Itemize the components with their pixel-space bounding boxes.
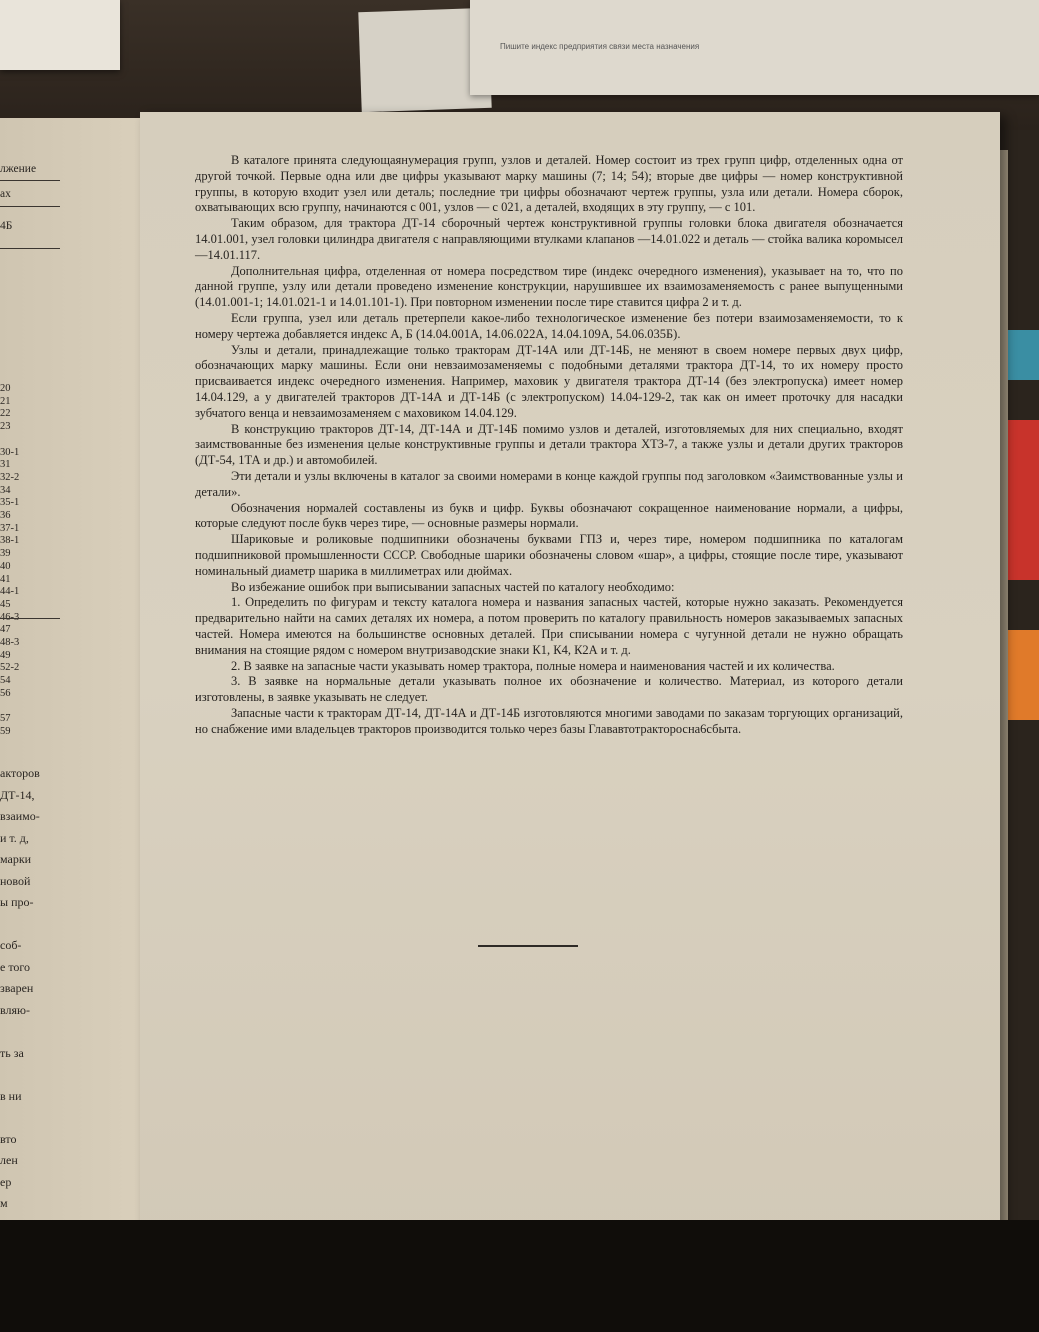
left-number: 54 [0,675,11,687]
left-number: 35-1 [0,497,20,509]
left-fragment [0,1107,40,1129]
paragraph: Дополнительная цифра, отделенная от номера посредством тире (индекс очередного изменения), указывает на то, что по данной группе, узлу или детали проведено изменение конструкции, нарушившее их взаимозаменяемость с ранее выпущенными (14.01.001-1; 14.01.021-1 и 14.01.101-1). При повторном изменении после тире ставится цифра 2 и т. д. [195,263,903,310]
left-number: 32-2 [0,471,20,483]
left-number: 47 [0,624,11,636]
left-table-rule [0,248,60,249]
envelope-label: Пишите индекс предприятия связи места назначения [500,42,700,51]
left-fragment: и т. д, [0,830,29,845]
paragraph: В конструкцию тракторов ДТ-14, ДТ-14А и ДТ-14Б помимо узлов и деталей, изготовляемых для них специально, входят заимствованные без изменения целые конструктивные группы и детали трактора ХТЗ-7, а также узлы и детали других тракторов (ДТ-54, 1ТА и др.) и автомобилей. [195,421,903,468]
paragraph: Шариковые и роликовые подшипники обозначены буквами ГПЗ и, через тире, номером подшипника по каталогам подшипниковой промышленности СССР. Свободные шарики обозначены словом «шар», а цифры, стоящие после тире, указывают номинальный диаметр шарика в миллиметрах или дюймах. [195,532,903,578]
left-number: 39 [0,548,11,560]
left-text-fragments [0,763,40,1215]
left-number: 44-1 [0,586,20,598]
left-number: 57 [0,713,11,725]
left-fragment: е того [0,959,31,974]
left-fragment [0,1021,40,1043]
left-number-column [0,383,19,739]
left-fragment: зварен [0,981,34,995]
paragraph: Во избежание ошибок при выписывании запасных частей по каталогу необходимо: [231,579,675,594]
left-fragment: м [0,1196,8,1210]
left-number: 49 [0,649,11,661]
left-fragment: в ни [0,1088,22,1103]
left-number: 59 [0,725,11,737]
left-fragment: новой [0,873,31,888]
bottom-shadow [0,1220,1039,1332]
left-fragment: вляю- [0,1002,30,1017]
paragraph: Обозначения нормалей составлены из букв и цифр. Буквы обозначают сокращенное наименование нормали, а цифры, которые следуют после букв через тире, — основные размеры нормали. [195,500,903,531]
left-fragment: вто [0,1131,17,1146]
left-number: 37-1 [0,522,20,534]
list-item: 2. В заявке на запасные части указывать номер трактора, полные номера и наименования частей и их количества. [231,658,835,673]
left-number: 20 [0,383,11,394]
left-number: 41 [0,573,11,585]
catalog-text [195,153,903,737]
left-fragment: взаимо- [0,809,40,823]
paper-stack [0,0,120,70]
left-fragment [0,1064,40,1086]
list-item: 3. В заявке на нормальные детали указывать полное их обозначение и количество. Материал, из которого детали изготовлены, в заявке указывать не следует. [195,674,903,705]
left-number: 36 [0,510,11,522]
left-number: 56 [0,687,11,699]
left-table-rule [0,180,60,181]
paragraph: Если группа, узел или деталь претерпели какое-либо технологическое изменение без потери взаимозаменяемости, то к номеру чертежа добавляется индекс А, Б (14.04.001А, 14.06.022А, 14.04.109А, 54.06.035Б). [195,310,903,341]
paragraph: Эти детали и узлы включены в каталог за своими номерами в конце каждой группы под заголовком «Заимствованные узлы и детали». [195,468,903,499]
left-fragment: ДТ-14, [0,787,35,802]
list-item: 1. Определить по фигурам и тексту каталога номера и названия запасных частей, которые нужно заказать. Рекомендуется предварительно найти на самих деталях их номера, а потом проверить по каталогу правильность номеров заказываемых запасных частей. Номера имеются на большинстве основных деталей. При списывании номера с чугунной детали не нужно обращать внимания на стоящие рядом с номером внутризаводские знаки К1, К4, К2А и т. д. [195,595,903,657]
left-fragment: ер [0,1174,12,1189]
left-number: 38-1 [0,535,20,547]
paragraph: Таким образом, для трактора ДТ-14 сборочный чертеж конструктивной группы головки блока двигателя обозначается 14.01.001, узел головки цилиндра двигателя с направляющими втулками клапанов —14.01.022 и деталь — стойка валика коромысел —14.01.117. [195,216,903,262]
left-number: 34 [0,484,11,496]
end-rule [478,945,578,947]
paragraph: Узлы и детали, принадлежащие только тракторам ДТ-14А или ДТ-14Б, не меняют в своем номере первых двух цифр, обозначающих марку машины. Если они невзаимозаменяемы с подобными деталями трактора ДТ-14, то их номеру просто присваивается индекс очередного изменения. Например, маховик у двигателя трактора ДТ-14 (без электропуска) имеет номер 14.04.129, а у двигателей тракторов ДТ-14А и ДТ-14Б (с электропуском) 14.04-129-2, так как он имеет проточку для насадки зубчатого венца и невзаимозаменяем с маховиком 14.04.129. [195,342,903,420]
paragraph: Запасные части к тракторам ДТ-14, ДТ-14А и ДТ-14Б изготовляются многими заводами по заказам торгующих организаций, но снабжение ими владельцев тракторов производится только через базы Глававтотракторосна6сбыта. [195,705,903,736]
left-number: 31 [0,459,11,471]
left-fragment: соб- [0,938,22,952]
left-number: 52-2 [0,662,20,674]
left-fragment: ы про- [0,895,34,909]
left-number: 22 [0,408,11,420]
left-fragment: лен [0,1153,18,1167]
left-number: 40 [0,560,11,572]
left-number: 45 [0,598,11,610]
left-page-heading: лжение [0,163,37,175]
left-number: 21 [0,395,11,407]
left-col-header: ах [0,188,11,200]
left-table-rule [0,618,60,619]
left-table-rule [0,206,60,207]
envelope [470,0,1039,95]
left-number [0,434,19,447]
left-number: 48-3 [0,637,20,649]
left-col-value: 4Б [0,220,13,232]
left-fragment: акторов [0,766,40,780]
left-number: 23 [0,421,11,433]
left-number: 30-1 [0,446,20,458]
left-number [0,701,19,714]
paragraph: В каталоге принята следующаянумерация групп, узлов и деталей. Номер состоит из трех групп цифр, отделенных одна от другой точкой. Первые одна или две цифры указывают марку машины (7; 14; 54); вторые две цифры — номер конструктивной группы, в которую входит узел или деталь; последние три цифры обозначают чертеж группы, узла или детали. Номера сборок, охватывающих всю группу, начинаются с 001, узлов — с 021, а деталей, входящих в эту группу, — с 101. [195,153,903,215]
left-fragment: марки [0,852,32,866]
left-fragment [0,914,40,936]
left-fragment: ть за [0,1045,24,1060]
